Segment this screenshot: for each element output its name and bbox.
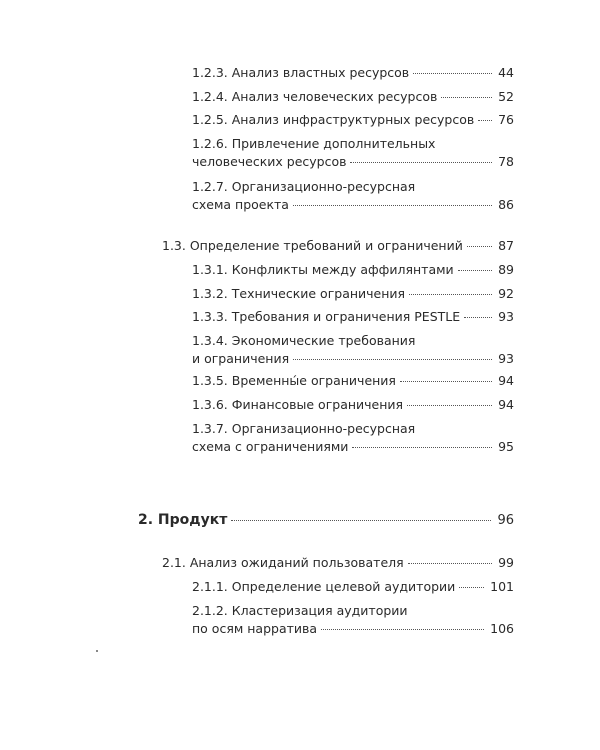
scan-speck	[96, 650, 98, 652]
toc-entry-1-3-5	[192, 372, 514, 390]
dot-leader	[408, 563, 492, 564]
toc-page-number: 94	[498, 373, 514, 388]
dot-leader	[459, 587, 484, 588]
dot-leader	[400, 381, 492, 382]
toc-entry-2-1	[162, 554, 514, 572]
toc-page-number: 95	[498, 439, 514, 454]
toc-entry-1-2-4	[192, 88, 514, 106]
dot-leader	[293, 359, 492, 360]
toc-entry-title-continued: по осям нарратива	[192, 621, 318, 636]
toc-entry-title: 1.3.3. Требования и ограничения PESTLE	[192, 309, 461, 324]
toc-entry-title: 1.2.6. Привлечение дополнительных	[192, 136, 436, 151]
dot-leader	[467, 246, 492, 247]
toc-entry-title-continued: схема с ограничениями	[192, 439, 349, 454]
toc-page-number: 86	[498, 197, 514, 212]
dot-leader	[350, 162, 492, 163]
toc-entry-2-1-2	[192, 602, 514, 638]
toc-page-number: 44	[498, 65, 514, 80]
toc-entry-title: 1.2.3. Анализ властных ресурсов	[192, 65, 410, 80]
toc-entry-title-continued: и ограничения	[192, 351, 290, 366]
toc-page-number: 101	[490, 579, 514, 594]
toc-entry-title: 1.3.5. Временны́е ограничения	[192, 373, 396, 388]
toc-page-number: 96	[497, 513, 514, 528]
dot-leader	[293, 205, 492, 206]
toc-page-number: 99	[498, 555, 514, 570]
toc-entry-title: 1.3.6. Финансовые ограничения	[192, 397, 404, 412]
toc-entry-title: 1.3.4. Экономические требования	[192, 333, 416, 348]
toc-entry-title-continued: человеческих ресурсов	[192, 154, 347, 169]
toc-page-number: 89	[498, 262, 514, 277]
toc-page-number: 76	[498, 112, 514, 127]
dot-leader	[441, 97, 492, 98]
toc-entry-1-3-1	[192, 261, 514, 279]
toc-entry-title: 1.3.1. Конфликты между аффилянтами	[192, 262, 454, 277]
toc-page-number: 106	[490, 621, 514, 636]
toc-entry-title: 2.1.2. Кластеризация аудитории	[192, 603, 408, 618]
toc-entry-1-3-3	[192, 308, 514, 326]
toc-entry-2-1-1	[192, 578, 514, 596]
toc-entry-title: 1.3. Определение требований и ограничений	[162, 238, 463, 253]
toc-entry-title-continued: схема проекта	[192, 197, 289, 212]
toc-entry-1-3-7	[192, 420, 514, 456]
toc-entry-title: 1.3.2. Технические ограничения	[192, 286, 406, 301]
dot-leader	[464, 317, 492, 318]
dot-leader	[231, 520, 491, 521]
dot-leader	[321, 629, 484, 630]
dot-leader	[407, 405, 492, 406]
toc-entry-1-3-4	[192, 332, 514, 368]
toc-entry-1-3-6	[192, 396, 514, 414]
dot-leader	[413, 73, 492, 74]
toc-entry-1-2-6	[192, 135, 514, 171]
toc-entry-1-2-3	[192, 64, 514, 82]
toc-entry-title: 1.2.5. Анализ инфраструктурных ресурсов	[192, 112, 475, 127]
toc-entry-title: 2.1. Анализ ожиданий пользователя	[162, 555, 404, 570]
toc-page-number: 87	[498, 238, 514, 253]
toc-entry-title: 2.1.1. Определение целевой аудитории	[192, 579, 456, 594]
toc-entry-1-3-2	[192, 285, 514, 303]
toc-chapter-2	[138, 511, 514, 530]
dot-leader	[352, 447, 492, 448]
dot-leader	[458, 270, 492, 271]
toc-entry-1-2-5	[192, 111, 514, 129]
toc-page-number: 52	[498, 89, 514, 104]
toc-chapter-title: 2. Продукт	[138, 512, 228, 528]
toc-entry-title: 1.2.7. Организационно-ресурсная	[192, 179, 416, 194]
toc-page-number: 92	[498, 286, 514, 301]
toc-entry-title: 1.3.7. Организационно-ресурсная	[192, 421, 416, 436]
dot-leader	[478, 120, 492, 121]
toc-page-number: 93	[498, 309, 514, 324]
dot-leader	[409, 294, 492, 295]
toc-page-number: 94	[498, 397, 514, 412]
toc-entry-title: 1.2.4. Анализ человеческих ресурсов	[192, 89, 438, 104]
toc-entry-1-3	[162, 237, 514, 255]
toc-entry-1-2-7	[192, 178, 514, 214]
toc-page-number: 78	[498, 154, 514, 169]
toc-page-number: 93	[498, 351, 514, 366]
